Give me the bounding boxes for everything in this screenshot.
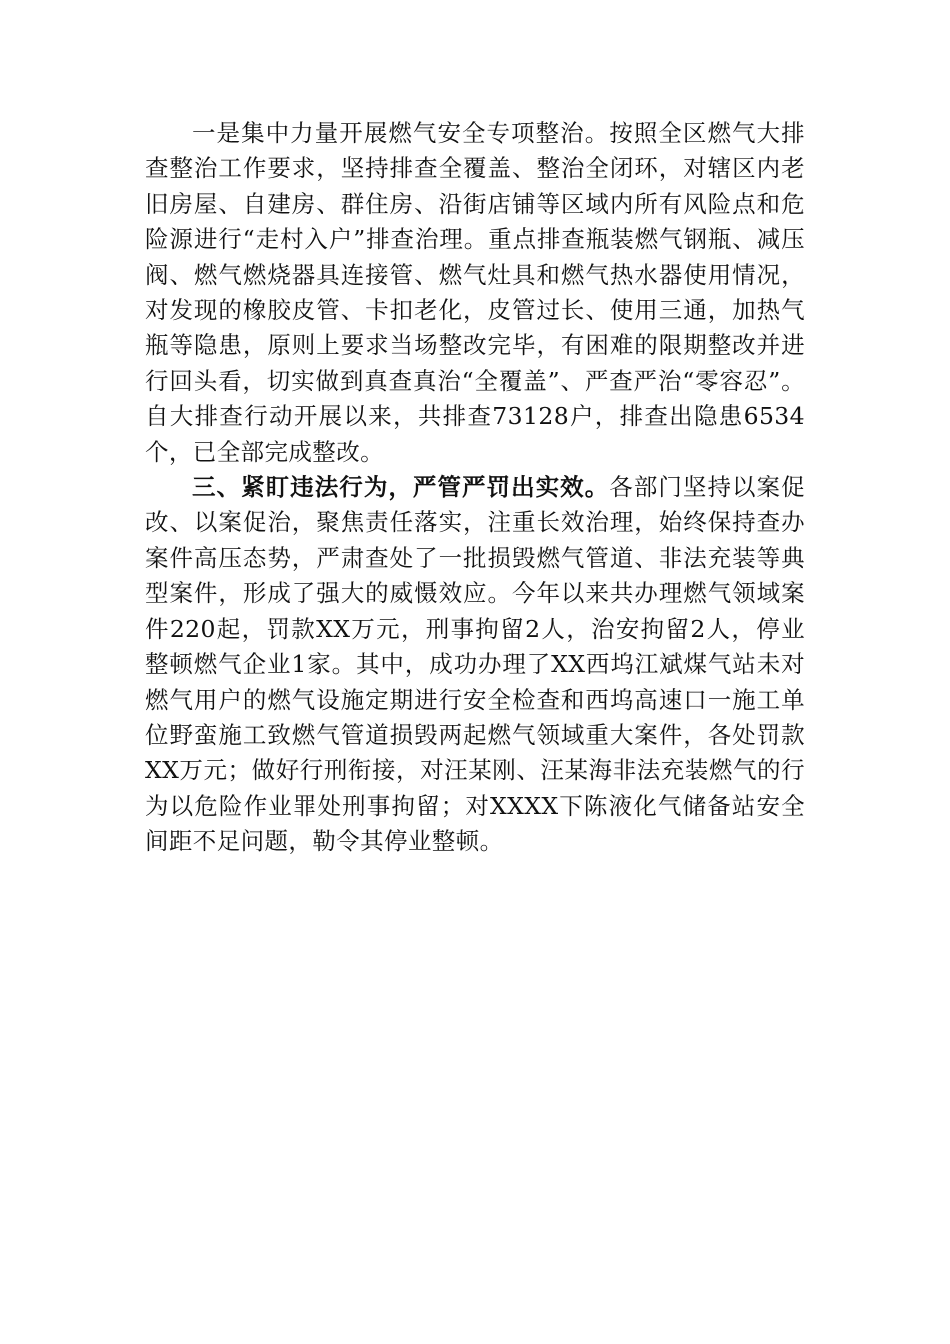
paragraph-strict-enforcement: [145, 470, 805, 859]
paragraph-text: 一是集中力量开展燃气安全专项整治。按照全区燃气大排查整治工作要求，坚持排查全覆盖、整治全闭环，对辖区内老旧房屋、自建房、群住房、沿街店铺等区域内所有风险点和危险源进行“走村入户”排查治理。重点排查瓶装燃气钢瓶、减压阀、燃气燃烧器具连接管、燃气灶具和燃气热水器使用情况，对发现的橡胶皮管、卡扣老化，皮管过长、使用三通，加热气瓶等隐患，原则上要求当场整改完毕，有困难的限期整改并进行回头看，切实做到真查真治“全覆盖”、严查严治“零容忍”。自大排查行动开展以来，共排查73128户，排查出隐患6534个，已全部完成整改。: [145, 119, 805, 466]
paragraph-gas-safety-rectification: [145, 116, 805, 470]
paragraph-text: 各部门坚持以案促改、以案促治，聚焦责任落实，注重长效治理，始终保持查办案件高压态势，严肃查处了一批损毁燃气管道、非法充装等典型案件，形成了强大的威慑效应。今年以来共办理燃气领域案件220起，罚款XX万元，刑事拘留2人，治安拘留2人，停业整顿燃气企业1家。其中，成功办理了XX西坞江斌煤气站未对燃气用户的燃气设施定期进行安全检查和西坞高速口一施工单位野蛮施工致燃气管道损毁两起燃气领域重大案件，各处罚款XX万元；做好行刑衔接，对汪某刚、汪某海非法充装燃气的行为以危险作业罪处刑事拘留；对XXXX下陈液化气储备站安全间距不足问题，勒令其停业整顿。: [145, 473, 805, 856]
section-heading-three: 三、紧盯违法行为，严管严罚出实效。: [192, 473, 610, 502]
document-body: [145, 116, 805, 860]
